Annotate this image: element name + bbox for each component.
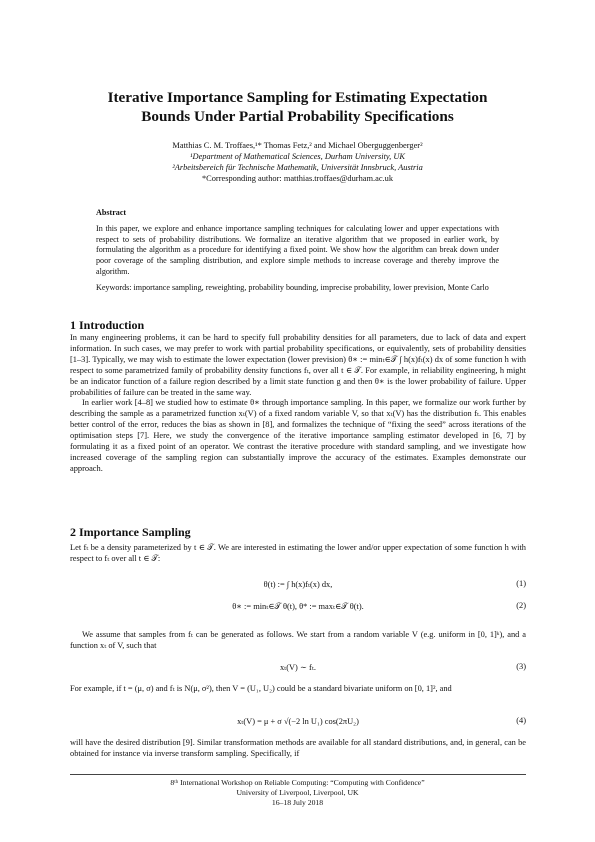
- keywords: Keywords: importance sampling, reweighting, probability bounding, imprecise probability, lower prevision, Monte Carlo: [96, 282, 489, 292]
- equation-4-body: xₜ(V) = μ + σ √(−2 ln U₁) cos(2πU₂): [237, 717, 359, 726]
- introduction-paragraph-1: In many engineering problems, it can be hard to specify full probability densities for all parameters, due to lack of data and expert information. In such cases, we may prefer to work with partial probability specifications, or equivalently, sets of probability densities [1–3]. Typically, we may wish to estimate the lower expectation (lower prevision) θ∗ := minₜ∈𝒯 ∫ h(x)fₜ(x) dx of some function h with respect to some parametrized family of probability density functions fₜ, over all t ∈ 𝒯. For example, in reliability engineering, h might be an indicator function of a failure region described by a limit state function g and then θ∗ is the lower probability of failure. Upper probabilities of failure can be treated in the same way.: [70, 333, 526, 397]
- equation-1-number: (1): [516, 579, 526, 588]
- corresponding-author: *Corresponding author: matthias.troffaes@durham.ac.uk: [201, 174, 394, 183]
- introduction-paragraph-2: In earlier work [4–8] we studied how to estimate θ∗ through importance sampling. In this paper, we formalize our work further by describing the sample as a parametrized function xₜ(V) of a fixed random variable V, so that xₜ(V) has the distribution fₜ. This enables better control of the error, reduces the bias as shown in [8], and formalizes the technique of “fixing the seed” across iterations of the optimisation steps [7]. Here, we study the convergence of the iterative importance sampling estimator developed in [6, 7] by formulating it as a fixed point of an operator. We contrast the iterative procedure with standard sampling, and we investigate how increased coverage of the sampling region can substantially improve the accuracy of the estimates. Examples demonstrate our approach.: [70, 398, 526, 473]
- equation-3-number: (3): [516, 662, 526, 671]
- section2-paragraph-2: We assume that samples from fₜ can be generated as follows. We start from a random variable V (e.g. uniform in [0, 1]ᵏ), and a function xₜ of V, such that: [70, 630, 526, 650]
- introduction-body: [70, 333, 526, 475]
- author-list: Matthias C. M. Troffaes,¹* Thomas Fetz,² and Michael Oberguggenberger²: [172, 141, 423, 150]
- section2-paragraph-1: Let fₜ be a density parameterized by t ∈ 𝒯. We are interested in estimating the lower and/or upper expectation of some function h with respect to fₜ over all t ∈ 𝒯:: [70, 543, 526, 563]
- section-heading-importance-sampling: 2 Importance Sampling: [70, 525, 191, 539]
- footer-venue: University of Liverpool, Liverpool, UK: [236, 787, 359, 797]
- section2-paragraph-3: For example, if t = (μ, σ) and fₜ is N(μ, σ²), then V = (U₁, U₂) could be a standard bivariate uniform on [0, 1]², and: [70, 684, 452, 693]
- equation-2-number: (2): [516, 601, 526, 610]
- equation-1-body: θ(t) := ∫ h(x)fₜ(x) dx,: [263, 580, 333, 589]
- equation-4-number: (4): [516, 716, 526, 725]
- abstract-text: In this paper, we explore and enhance importance sampling techniques for calculating lower and upper expectations with respect to sets of probability distributions. We formalize an iterative algorithm that we proposed in earlier work, by formulating the algorithm as a procedure for identifying a fixed point. We show how the algorithm can break down under poor coverage of the sampling distribution, and explore simple methods to increase coverage and thereby improve the algorithm.: [96, 223, 499, 276]
- section2-paragraph-4: will have the desired distribution [9]. Similar transformation methods are available for all standard distributions, and, in general, can be obtained for instance via inverse transform sampling. Specifically, if: [70, 738, 526, 758]
- author-block: [60, 140, 535, 184]
- paper-title: [60, 88, 535, 126]
- equation-4: [70, 716, 526, 728]
- abstract: [96, 208, 499, 294]
- affiliation-2: ²Arbeitsbereich für Technische Mathematik, Universität Innsbruck, Austria: [172, 163, 423, 172]
- equation-1: [70, 579, 526, 591]
- equation-3-body: xₜ(V) ∼ fₜ.: [279, 663, 317, 672]
- title-line-1: Iterative Importance Sampling for Estimating Expectation: [107, 89, 488, 106]
- equation-2: [70, 601, 526, 613]
- footer-dates: 16–18 July 2018: [271, 797, 324, 807]
- abstract-heading: Abstract: [96, 208, 127, 217]
- affiliation-1: ¹Department of Mathematical Sciences, Durham University, UK: [190, 152, 405, 161]
- equation-3: [70, 662, 526, 674]
- page-footer: [60, 774, 535, 807]
- equation-2-body: θ∗ := minₜ∈𝒯 θ(t), θ* := maxₜ∈𝒯 θ(t).: [232, 602, 364, 611]
- footer-workshop: 8ᵗʰ International Workshop on Reliable Computing: “Computing with Confidence”: [170, 778, 425, 787]
- title-line-2: Bounds Under Partial Probability Specifications: [141, 108, 454, 125]
- footer-rule: [70, 774, 526, 775]
- section-heading-introduction: 1 Introduction: [70, 318, 145, 332]
